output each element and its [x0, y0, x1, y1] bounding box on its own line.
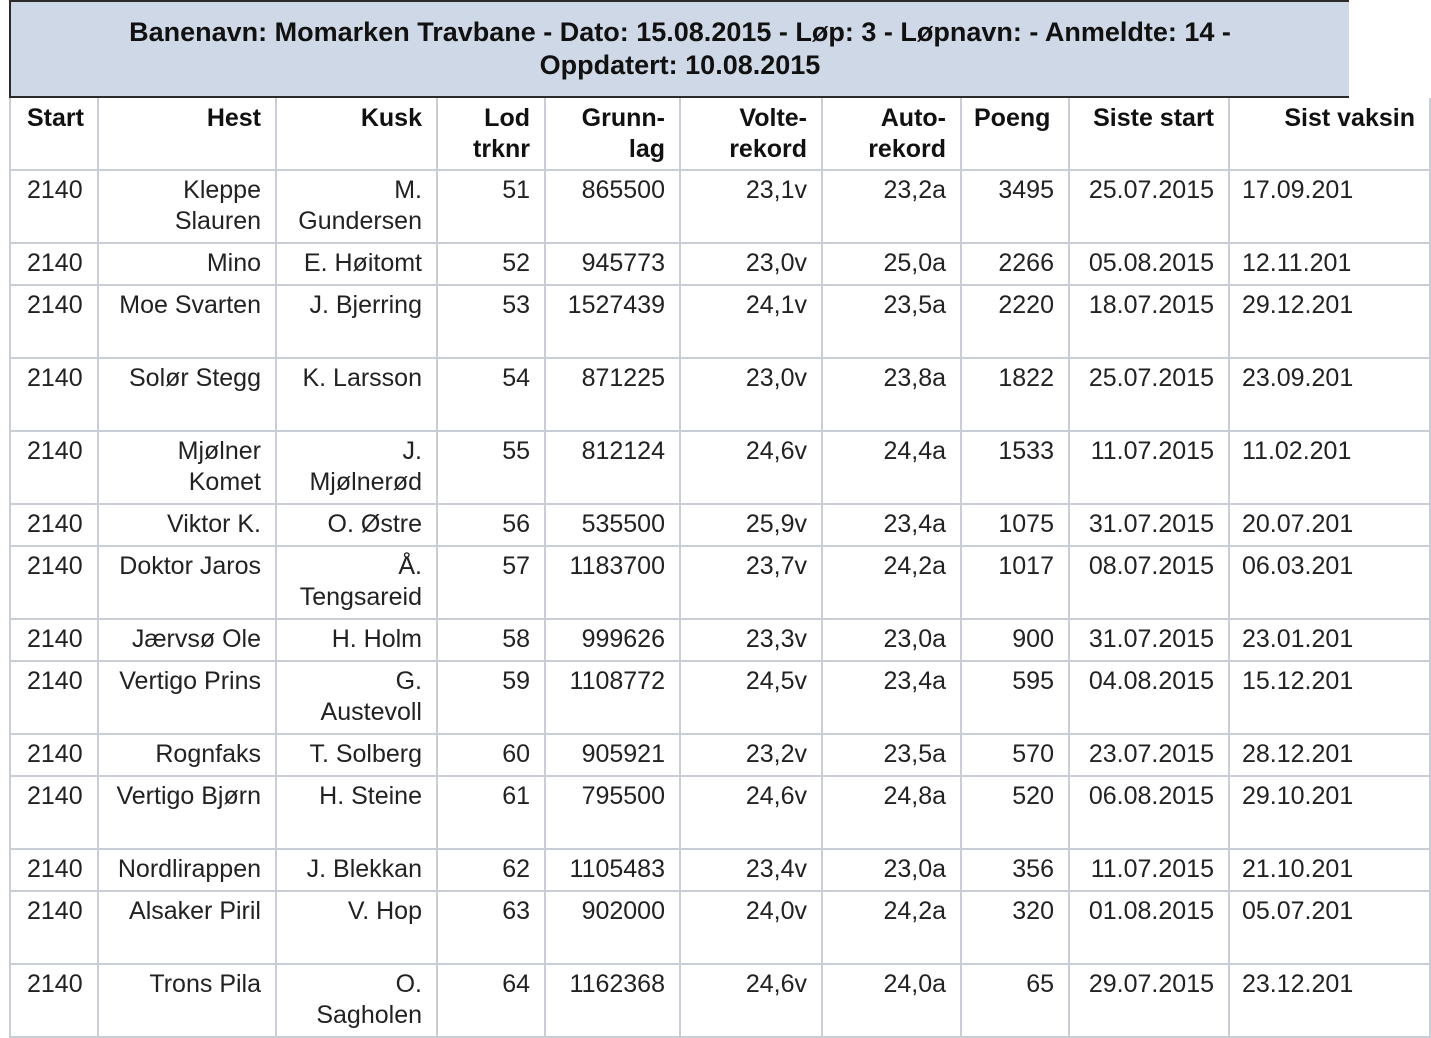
cell-start: 2140	[10, 504, 98, 546]
header-hest: Hest	[98, 98, 276, 170]
cell-kusk: J. Bjerring	[276, 285, 437, 358]
table-row	[10, 243, 1430, 285]
cell-volterekord: 23,7v	[680, 546, 822, 619]
header-grunnlag: Grunn-lag	[545, 98, 680, 170]
cell-siste-start: 31.07.2015	[1069, 504, 1229, 546]
cell-siste-start: 05.08.2015	[1069, 243, 1229, 285]
cell-autorekord: 23,2a	[822, 170, 961, 243]
cell-autorekord: 24,4a	[822, 431, 961, 504]
header-lod-trknr: Lod trknr	[437, 98, 545, 170]
cell-poeng: 1533	[961, 431, 1069, 504]
cell-hest: Solør Stegg	[98, 358, 276, 431]
cell-lod-trknr: 64	[437, 964, 545, 1037]
cell-kusk: H. Steine	[276, 776, 437, 849]
cell-sist-vaksine: 23.12.201	[1229, 964, 1430, 1037]
cell-sist-vaksine: 23.09.201	[1229, 358, 1430, 431]
cell-sist-vaksine: 06.03.201	[1229, 546, 1430, 619]
cell-grunnlag: 1527439	[545, 285, 680, 358]
cell-start: 2140	[10, 358, 98, 431]
cell-start: 2140	[10, 776, 98, 849]
cell-grunnlag: 865500	[545, 170, 680, 243]
cell-hest: Alsaker Piril	[98, 891, 276, 964]
cell-hest: Rognfaks	[98, 734, 276, 776]
cell-autorekord: 24,8a	[822, 776, 961, 849]
cell-hest: Mjølner Komet	[98, 431, 276, 504]
cell-lod-trknr: 63	[437, 891, 545, 964]
cell-siste-start: 11.07.2015	[1069, 431, 1229, 504]
cell-kusk: E. Høitomt	[276, 243, 437, 285]
cell-lod-trknr: 52	[437, 243, 545, 285]
cell-sist-vaksine: 23.01.201	[1229, 619, 1430, 661]
cell-kusk: Å. Tengsareid	[276, 546, 437, 619]
cell-grunnlag: 1105483	[545, 849, 680, 891]
cell-poeng: 3495	[961, 170, 1069, 243]
cell-poeng: 65	[961, 964, 1069, 1037]
cell-lod-trknr: 56	[437, 504, 545, 546]
cell-lod-trknr: 59	[437, 661, 545, 734]
table-row	[10, 964, 1430, 1037]
cell-volterekord: 23,0v	[680, 243, 822, 285]
cell-siste-start: 06.08.2015	[1069, 776, 1229, 849]
page-title: Banenavn: Momarken Travbane - Dato: 15.08.2015 - Løp: 3 - Løpnavn: - Anmeldte: 14 - Oppdatert: 10.08.2015	[129, 17, 1231, 80]
table-row	[10, 504, 1430, 546]
cell-siste-start: 11.07.2015	[1069, 849, 1229, 891]
cell-grunnlag: 871225	[545, 358, 680, 431]
cell-hest: Vertigo Prins	[98, 661, 276, 734]
cell-volterekord: 24,0v	[680, 891, 822, 964]
cell-lod-trknr: 51	[437, 170, 545, 243]
cell-siste-start: 23.07.2015	[1069, 734, 1229, 776]
cell-siste-start: 08.07.2015	[1069, 546, 1229, 619]
cell-volterekord: 23,4v	[680, 849, 822, 891]
cell-grunnlag: 999626	[545, 619, 680, 661]
cell-sist-vaksine: 28.12.201	[1229, 734, 1430, 776]
cell-siste-start: 29.07.2015	[1069, 964, 1229, 1037]
cell-start: 2140	[10, 849, 98, 891]
cell-kusk: V. Hop	[276, 891, 437, 964]
cell-start: 2140	[10, 431, 98, 504]
cell-volterekord: 23,0v	[680, 358, 822, 431]
cell-autorekord: 23,5a	[822, 734, 961, 776]
cell-start: 2140	[10, 964, 98, 1037]
cell-siste-start: 25.07.2015	[1069, 358, 1229, 431]
title-banner	[9, 0, 1349, 98]
header-volterekord: Volte-rekord	[680, 98, 822, 170]
cell-siste-start: 04.08.2015	[1069, 661, 1229, 734]
cell-start: 2140	[10, 243, 98, 285]
cell-siste-start: 18.07.2015	[1069, 285, 1229, 358]
cell-start: 2140	[10, 661, 98, 734]
cell-kusk: J. Blekkan	[276, 849, 437, 891]
cell-sist-vaksine: 05.07.201	[1229, 891, 1430, 964]
cell-lod-trknr: 55	[437, 431, 545, 504]
cell-lod-trknr: 53	[437, 285, 545, 358]
cell-lod-trknr: 58	[437, 619, 545, 661]
table-row	[10, 358, 1430, 431]
cell-kusk: H. Holm	[276, 619, 437, 661]
cell-start: 2140	[10, 170, 98, 243]
cell-hest: Viktor K.	[98, 504, 276, 546]
cell-start: 2140	[10, 734, 98, 776]
cell-poeng: 320	[961, 891, 1069, 964]
cell-lod-trknr: 61	[437, 776, 545, 849]
cell-hest: Trons Pila	[98, 964, 276, 1037]
header-sist-vaksine: Sist vaksin	[1229, 98, 1430, 170]
cell-kusk: T. Solberg	[276, 734, 437, 776]
cell-grunnlag: 905921	[545, 734, 680, 776]
cell-sist-vaksine: 11.02.201	[1229, 431, 1430, 504]
cell-hest: Mino	[98, 243, 276, 285]
table-row	[10, 776, 1430, 849]
cell-volterekord: 24,6v	[680, 776, 822, 849]
cell-kusk: M. Gundersen	[276, 170, 437, 243]
table-row	[10, 891, 1430, 964]
cell-poeng: 1075	[961, 504, 1069, 546]
cell-start: 2140	[10, 619, 98, 661]
cell-start: 2140	[10, 285, 98, 358]
cell-poeng: 570	[961, 734, 1069, 776]
table-row	[10, 170, 1430, 243]
table-row	[10, 546, 1430, 619]
cell-autorekord: 24,2a	[822, 891, 961, 964]
cell-grunnlag: 945773	[545, 243, 680, 285]
cell-sist-vaksine: 21.10.201	[1229, 849, 1430, 891]
cell-autorekord: 24,0a	[822, 964, 961, 1037]
table-row	[10, 734, 1430, 776]
table-row	[10, 661, 1430, 734]
race-table-container	[9, 98, 1415, 1038]
cell-poeng: 356	[961, 849, 1069, 891]
cell-kusk: J. Mjølnerød	[276, 431, 437, 504]
cell-poeng: 1017	[961, 546, 1069, 619]
cell-grunnlag: 535500	[545, 504, 680, 546]
cell-grunnlag: 1162368	[545, 964, 680, 1037]
cell-volterekord: 23,3v	[680, 619, 822, 661]
cell-kusk: K. Larsson	[276, 358, 437, 431]
table-row	[10, 849, 1430, 891]
header-kusk: Kusk	[276, 98, 437, 170]
cell-sist-vaksine: 29.10.201	[1229, 776, 1430, 849]
cell-volterekord: 23,2v	[680, 734, 822, 776]
cell-lod-trknr: 57	[437, 546, 545, 619]
cell-kusk: O. Østre	[276, 504, 437, 546]
cell-kusk: O. Sagholen	[276, 964, 437, 1037]
cell-lod-trknr: 62	[437, 849, 545, 891]
cell-grunnlag: 1183700	[545, 546, 680, 619]
cell-grunnlag: 812124	[545, 431, 680, 504]
cell-volterekord: 23,1v	[680, 170, 822, 243]
header-poeng: Poeng	[961, 98, 1069, 170]
cell-autorekord: 23,4a	[822, 504, 961, 546]
cell-hest: Vertigo Bjørn	[98, 776, 276, 849]
table-body	[10, 170, 1430, 1037]
cell-hest: Kleppe Slauren	[98, 170, 276, 243]
cell-kusk: G. Austevoll	[276, 661, 437, 734]
cell-poeng: 900	[961, 619, 1069, 661]
table-row	[10, 619, 1430, 661]
cell-autorekord: 23,8a	[822, 358, 961, 431]
cell-siste-start: 25.07.2015	[1069, 170, 1229, 243]
cell-poeng: 1822	[961, 358, 1069, 431]
cell-volterekord: 24,5v	[680, 661, 822, 734]
cell-poeng: 520	[961, 776, 1069, 849]
cell-autorekord: 25,0a	[822, 243, 961, 285]
cell-volterekord: 24,1v	[680, 285, 822, 358]
cell-start: 2140	[10, 891, 98, 964]
cell-siste-start: 01.08.2015	[1069, 891, 1229, 964]
table-row	[10, 285, 1430, 358]
cell-siste-start: 31.07.2015	[1069, 619, 1229, 661]
cell-volterekord: 25,9v	[680, 504, 822, 546]
cell-sist-vaksine: 20.07.201	[1229, 504, 1430, 546]
cell-hest: Doktor Jaros	[98, 546, 276, 619]
cell-grunnlag: 795500	[545, 776, 680, 849]
header-row	[10, 98, 1430, 170]
cell-poeng: 595	[961, 661, 1069, 734]
cell-poeng: 2266	[961, 243, 1069, 285]
cell-hest: Moe Svarten	[98, 285, 276, 358]
cell-autorekord: 23,4a	[822, 661, 961, 734]
cell-grunnlag: 902000	[545, 891, 680, 964]
cell-sist-vaksine: 15.12.201	[1229, 661, 1430, 734]
cell-lod-trknr: 60	[437, 734, 545, 776]
cell-hest: Nordlirappen	[98, 849, 276, 891]
cell-volterekord: 24,6v	[680, 431, 822, 504]
header-siste-start: Siste start	[1069, 98, 1229, 170]
race-table	[9, 98, 1431, 1038]
table-row	[10, 431, 1430, 504]
cell-volterekord: 24,6v	[680, 964, 822, 1037]
header-start: Start	[10, 98, 98, 170]
cell-autorekord: 23,5a	[822, 285, 961, 358]
cell-sist-vaksine: 12.11.201	[1229, 243, 1430, 285]
cell-hest: Jærvsø Ole	[98, 619, 276, 661]
cell-autorekord: 23,0a	[822, 619, 961, 661]
cell-sist-vaksine: 29.12.201	[1229, 285, 1430, 358]
cell-autorekord: 24,2a	[822, 546, 961, 619]
cell-autorekord: 23,0a	[822, 849, 961, 891]
header-autorekord: Auto-rekord	[822, 98, 961, 170]
cell-start: 2140	[10, 546, 98, 619]
cell-grunnlag: 1108772	[545, 661, 680, 734]
cell-poeng: 2220	[961, 285, 1069, 358]
cell-sist-vaksine: 17.09.201	[1229, 170, 1430, 243]
cell-lod-trknr: 54	[437, 358, 545, 431]
